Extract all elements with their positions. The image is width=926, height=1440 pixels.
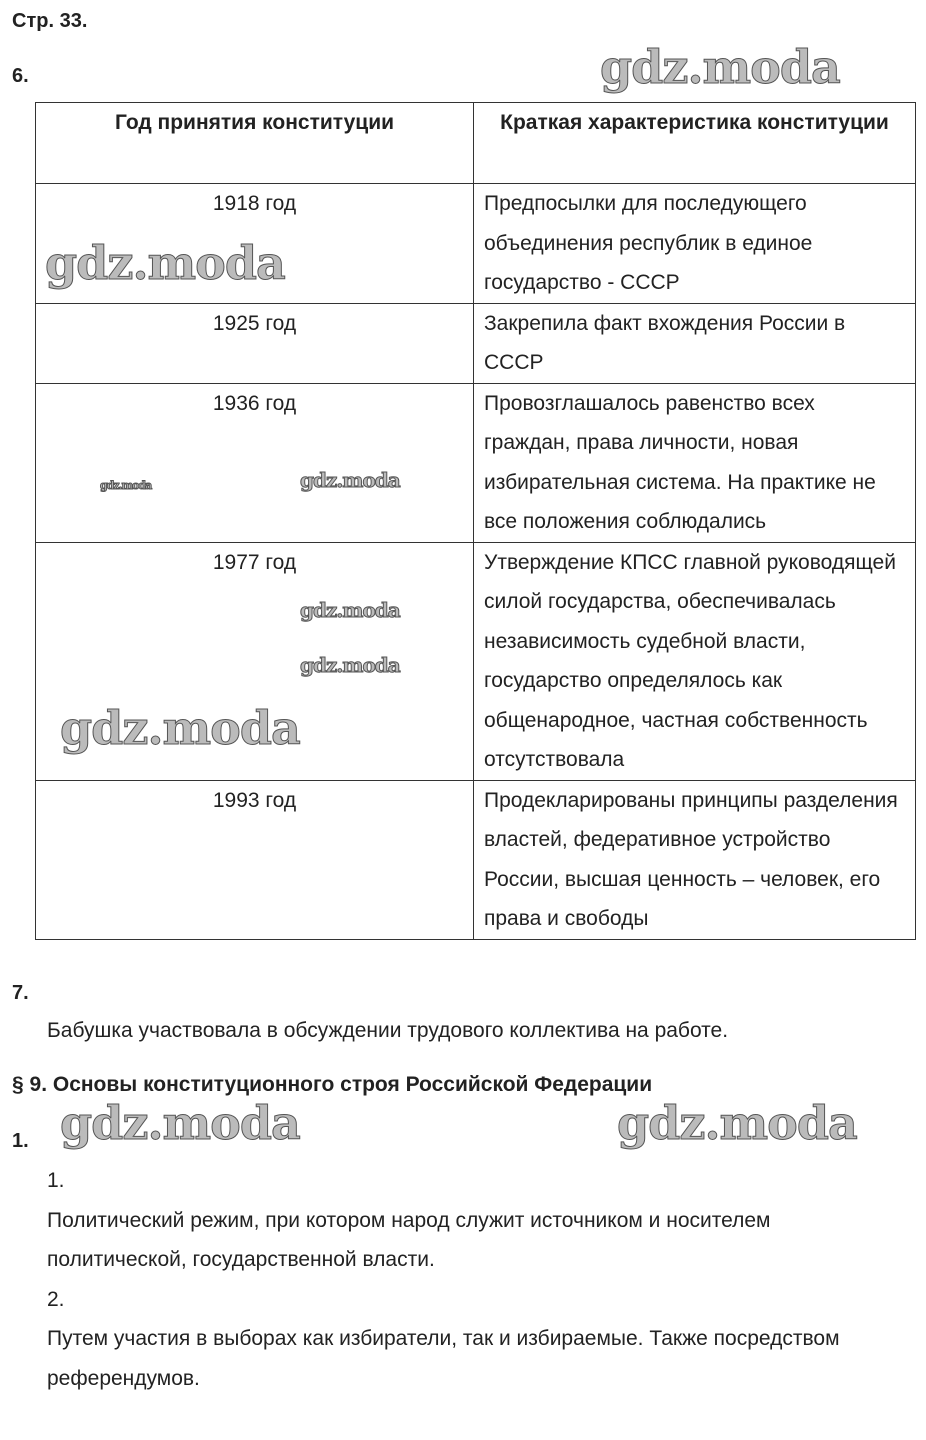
- task-1-number: 1.: [12, 1130, 29, 1152]
- watermark: gdz.moda: [45, 236, 285, 290]
- table-row: [36, 184, 916, 304]
- table-row: [36, 780, 916, 939]
- page-reference: Стр. 33.: [12, 10, 88, 32]
- task-7-answer: Бабушка участвовала в обсуждении трудового коллектива на работе.: [47, 1019, 729, 1042]
- answer-text: Политический режим, при котором народ служит источником и носителем политической, государственной власти.: [47, 1208, 771, 1271]
- year-cell: 1936 год: [36, 383, 474, 542]
- task-6-number: 6.: [12, 65, 29, 87]
- watermark: gdz.moda: [300, 468, 400, 492]
- table-header-row: [36, 103, 916, 184]
- watermark: gdz.moda: [300, 598, 400, 622]
- answer-list: [47, 1161, 867, 1398]
- description-cell: Продекларированы принципы разделения властей, федеративное устройство России, высшая ценность – человек, его права и свободы: [474, 780, 916, 939]
- watermark: gdz.moda: [60, 701, 300, 755]
- watermark: gdz.moda: [100, 479, 152, 492]
- watermark: gdz.moda: [617, 1096, 857, 1150]
- watermark: gdz.moda: [600, 40, 840, 94]
- answer-text: Путем участия в выборах как избиратели, так и избираемые. Также посредством референдумов.: [47, 1327, 840, 1390]
- description-cell: Провозглашалось равенство всех граждан, права личности, новая избирательная система. На практике не все положения соблюдались: [474, 383, 916, 542]
- task-7-number: 7.: [12, 982, 29, 1004]
- year-cell: 1977 год: [36, 542, 474, 780]
- year-cell: 1918 год: [36, 184, 474, 304]
- table-row: [36, 383, 916, 542]
- year-cell: 1925 год: [36, 303, 474, 383]
- description-cell: Закрепила факт вхождения России в СССР: [474, 303, 916, 383]
- answer-number: 1.: [47, 1169, 65, 1192]
- year-cell: 1993 год: [36, 780, 474, 939]
- constitution-table: [35, 102, 916, 940]
- header-year: Год принятия конституции: [36, 103, 474, 184]
- description-cell: Предпосылки для последующего объединения республик в единое государство - СССР: [474, 184, 916, 304]
- description-cell: Утверждение КПСС главной руководящей силой государства, обеспечивалась независимость судебной власти, государство определялось как общенародное, частная собственность отсутствовала: [474, 542, 916, 780]
- answer-number: 2.: [47, 1287, 65, 1311]
- watermark: gdz.moda: [60, 1096, 300, 1150]
- table-row: [36, 303, 916, 383]
- table-row: [36, 542, 916, 780]
- section-title: § 9. Основы конституционного строя Российской Федерации: [12, 1073, 653, 1096]
- header-description: Краткая характеристика конституции: [474, 103, 916, 184]
- watermark: gdz.moda: [300, 653, 400, 677]
